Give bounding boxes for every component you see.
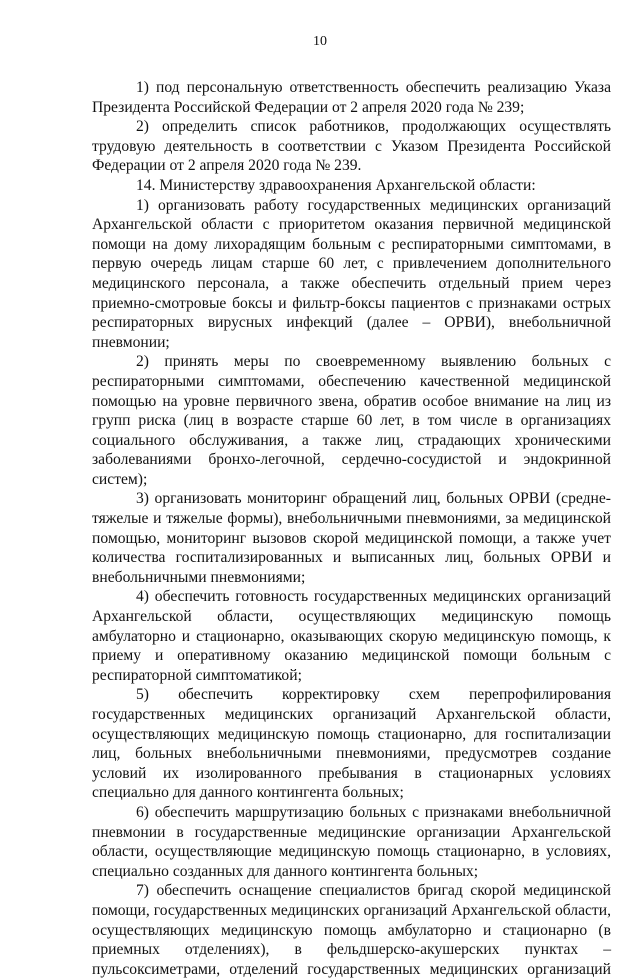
paragraph-item-14-6: 6) обеспечить маршрутизацию больных с признаками внебольничной пневмонии в государственные медицинские организации Архангельской области, осуществляющие медицинскую помощь стационарно, в условиях, специально созданных для данного контингента больных; [92,803,611,880]
paragraph-item-2: 2) определить список работников, продолжающих осуществлять трудовую деятельность в соответствии с Указом Президента Российской Федерации от 2 апреля 2020 года № 239. [92,118,611,175]
document-body [92,78,611,979]
section-heading-14: 14. Министерству здравоохранения Архангельской области: [136,176,536,194]
paragraph-item-1: 1) под персональную ответственность обеспечить реализацию Указа Президента Российской Федерации от 2 апреля 2020 года № 239; [92,79,611,116]
paragraph-item-14-7: 7) обеспечить оснащение специалистов бригад скорой медицинской помощи, государственных медицинских организаций Архангельской области, осуществляющих медицинскую помощь амбулаторно и стационарно (в приемных отделениях), в фельдшерско-акушерских пунктах – пульсоксиметрами, отделений государственных медицинских организаций [92,882,611,978]
paragraph-item-14-3: 3) организовать мониторинг обращений лиц, больных ОРВИ (средне-тяжелые и тяжелые формы), внебольничными пневмониями, за медицинской помощью, мониторинг вызовов скорой медицинской помощи, а также учет количества госпитализированных и выписанных лиц, больных ОРВИ и внебольничными пневмониями; [92,490,611,586]
paragraph-item-14-5: 5) обеспечить корректировку схем перепрофилирования государственных медицинских организаций Архангельской области, осуществляющих медицинскую помощь стационарно, для госпитализации лиц, больных внебольничными пневмониями, предусмотрев создание условий их изолированного пребывания в стационарных условиях специально для данного контингента больных; [92,686,611,802]
paragraph-item-14-1: 1) организовать работу государственных медицинских организаций Архангельской области с приоритетом оказания первичной медицинской помощи на дому лихорадящим больным с респираторными симптомами, в первую очередь лицам старше 60 лет, с привлечением дополнительного медицинского персонала, а также обеспечить отдельный прием через приемно-смотровые боксы и фильтр-боксы пациентов с признаками острых респираторных вирусных инфекций (далее – ОРВИ), внебольничной пневмонии; [92,196,611,351]
paragraph-item-14-4: 4) обеспечить готовность государственных медицинских организаций Архангельской области, осуществляющих медицинскую помощь амбулаторно и стационарно, оказывающих скорую медицинскую помощь, к приему и оперативному оказанию медицинской помощи больным с респираторной симптоматикой; [92,588,611,684]
page-number: 10 [313,34,327,49]
paragraph-item-14-2: 2) принять меры по своевременному выявлению больных с респираторными симптомами, обеспечению качественной медицинской помощью на уровне первичного звена, обратив особое внимание на лиц из групп риска (лиц в возрасте старше 60 лет, в том числе в организациях социального обслуживания, а также лиц, страдающих хроническими заболеваниями бронхо-легочной, сердечно-сосудистой и эндокринной систем); [92,353,611,488]
